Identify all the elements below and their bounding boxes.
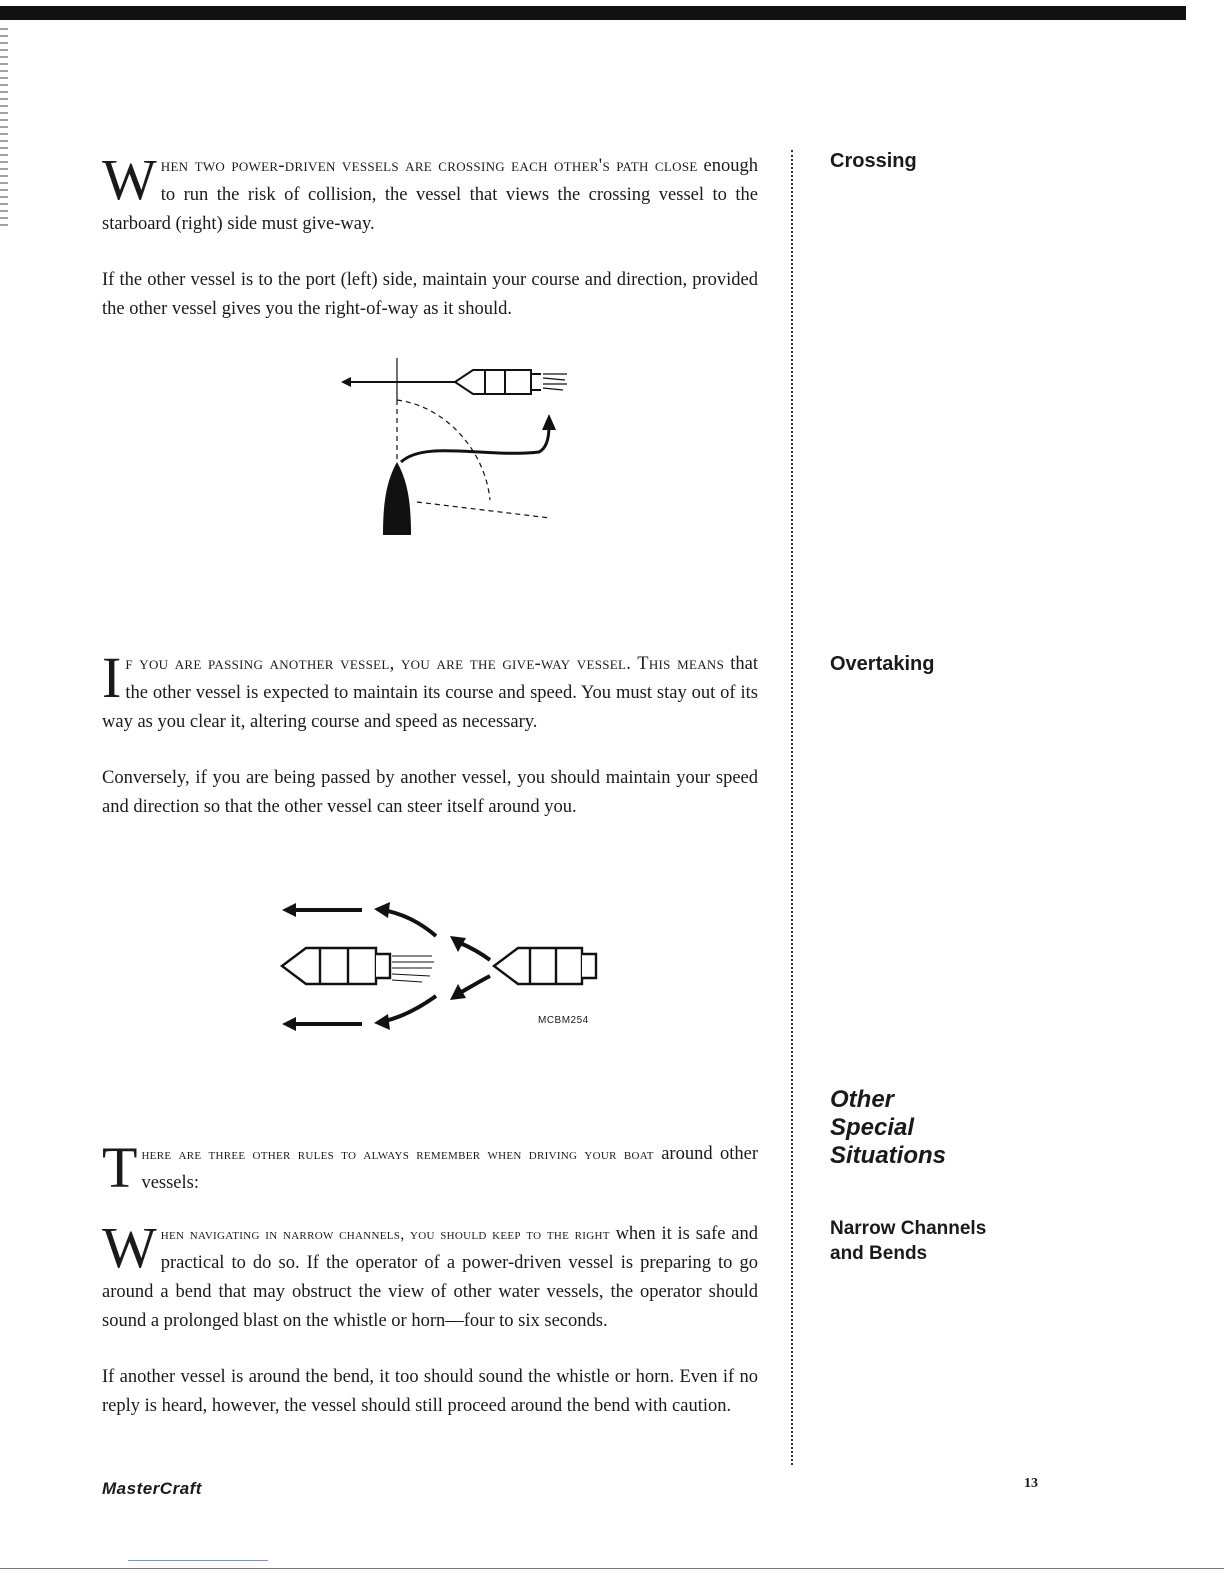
bottom-border-line <box>0 1568 1224 1569</box>
crossing-boat-icon <box>455 370 541 394</box>
drop-cap: I <box>102 645 122 710</box>
narrow-channels-paragraph-1: When navigating in narrow channels, you should keep to the right when it is safe and practical to do so. If the operator of a power-driven vessel is preparing to go around a bend that may obstruct the view of other water vessels, the operator should sound a prolonged blast on the whistle or horn—four to six seconds. <box>102 1215 759 1331</box>
overtaking-heading: Overtaking <box>830 653 935 675</box>
overtaking-paragraph-2: Conversely, if you are being passed by another vessel, you should maintain your speed and direction so that the other vessel can steer itself around you. <box>102 768 758 817</box>
other-situations-heading: Other Special Situations <box>830 1086 947 1169</box>
top-border-bar <box>0 6 1186 20</box>
turn-arrow <box>401 426 549 462</box>
narrow-channels-section <box>102 1215 759 1421</box>
wake-lines <box>543 374 567 390</box>
crossing-diagram <box>335 350 595 545</box>
crossing-heading: Crossing <box>830 150 917 172</box>
narrow-channels-heading: Narrow Channels and Bends <box>830 1218 987 1264</box>
other-situations-paragraph: There are three other rules to always remember when driving your boat around other vessels: <box>102 1135 759 1200</box>
brand-logo: MasterCraft <box>102 1479 202 1498</box>
figure-code: MCBM254 <box>538 1015 589 1026</box>
wake-lines <box>392 956 434 982</box>
overtaking-section <box>102 645 758 822</box>
drop-cap: W <box>102 1215 157 1280</box>
scan-edge-artifact <box>0 28 8 228</box>
overtaking-diagram <box>272 890 632 1050</box>
drop-cap: T <box>102 1135 138 1200</box>
crossing-section <box>102 147 759 324</box>
bottom-link-line <box>128 1560 268 1561</box>
narrow-channels-paragraph-2: If another vessel is around the bend, it too should sound the whistle or horn. Even if no reply is heard, however, the vessel should still proceed around the bend with caution. <box>102 1367 758 1416</box>
overtaking-paragraph-1: If you are passing another vessel, you are the give-way vessel. This means that the other vessel is expected to maintain its course and speed. You must stay out of its way as you clear it, altering course and speed as necessary. <box>102 645 758 732</box>
drop-cap: W <box>102 147 157 212</box>
crossing-paragraph-1: When two power-driven vessels are crossing each other's path close enough to run the risk of collision, the vessel that views the crossing vessel to the starboard (right) side must give-way. <box>102 147 759 234</box>
other-situations-intro <box>102 1135 759 1200</box>
overtaken-boat-icon <box>494 948 596 984</box>
dashed-baseline <box>417 502 550 518</box>
crossing-paragraph-2: If the other vessel is to the port (left) side, maintain your course and direction, provided the other vessel gives you the right-of-way as it should. <box>102 270 758 319</box>
column-divider <box>791 150 793 1465</box>
page-number: 13 <box>1024 1476 1038 1491</box>
give-way-boat-icon <box>383 462 411 535</box>
overtaking-boat-icon <box>282 948 390 984</box>
